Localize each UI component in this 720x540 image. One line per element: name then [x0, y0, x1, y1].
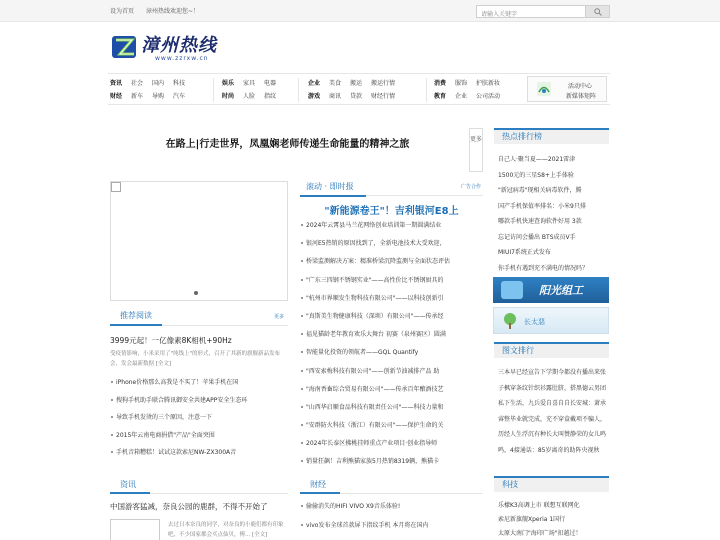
list-item[interactable]: 忘记访问会播出 BTS成员V手 [498, 233, 576, 241]
list-item[interactable]: 1500元的三星S8+上手体验 [498, 171, 574, 179]
nav-group-biz [308, 77, 404, 103]
ad-cooperation-link[interactable]: 广告合作 [460, 184, 481, 190]
slide-indicator-dot[interactable] [194, 291, 198, 295]
tree-icon [500, 312, 520, 330]
nav-item[interactable]: 游戏 [308, 93, 321, 100]
nav-item[interactable]: 科技 [173, 80, 186, 87]
activity-center-text: 活动中心 [568, 83, 593, 90]
scroll-big-title[interactable]: "新能源卷王"！吉利银河E8上 [324, 206, 459, 217]
recommend-title: 推荐阅读 [120, 311, 152, 320]
sunshine-banner-text: 阳光组工 [539, 284, 583, 297]
search-form [476, 5, 610, 18]
list-item[interactable]: 搜狗手机助手联合腾讯御安全共建APP安全生态环 [110, 395, 290, 413]
scroll-news-list [300, 220, 483, 475]
list-item[interactable]: 2024年长泰区拂桃挂师重点产业项目·创业指导师 [300, 438, 483, 456]
news-lead-desc: 去过日本奈良的同学，对奈良的小鹿们都有印象吧，不少国家都会买点仙贝，傅... [全文] [168, 522, 284, 538]
changtai-banner-text: 长太惡 [524, 318, 545, 326]
nav-item[interactable]: 国内 [152, 80, 165, 87]
welcome-text: 漳州热线欢迎您~！ [145, 8, 199, 15]
nav-item[interactable]: 企业 [455, 93, 468, 100]
list-item[interactable]: vivo发布全球首款屏下指纹手机 本月将在国内 [300, 520, 483, 539]
set-homepage-link[interactable]: 设为首页 [110, 8, 135, 15]
slideshow[interactable] [110, 181, 288, 301]
nav-divider [426, 78, 427, 102]
news-lead-title[interactable]: 中国游客猛减，奈良公园的鹿群，不得不开始了 [110, 502, 268, 511]
activity-center-ad[interactable] [527, 76, 607, 102]
recommend-header [110, 308, 288, 324]
list-item[interactable]: 哪款手机快速查询软件好用 3款 [498, 218, 582, 225]
nav-item[interactable]: 财经行情 [371, 93, 396, 100]
nav-item[interactable]: 人脸 [243, 93, 256, 100]
search-icon [594, 8, 602, 16]
nav-item[interactable]: 美食 [329, 80, 342, 87]
nav-item[interactable]: 指纹 [264, 93, 277, 100]
hot-rank-header [494, 128, 609, 144]
finance-header [300, 477, 483, 493]
activity-logo-icon [536, 81, 552, 97]
nav-item[interactable]: 资讯 [110, 80, 123, 87]
nav-item[interactable]: 电器 [264, 80, 277, 87]
top-bar [0, 0, 720, 22]
list-item[interactable]: 索尼新旗舰Xperia 1国行 [498, 516, 566, 523]
headline-more-button[interactable]: 更多 [469, 128, 483, 172]
list-item[interactable]: "西安索梅科技有限公司"——创新节油减排产品 助 [300, 366, 483, 384]
logo-z-icon [111, 33, 139, 61]
party-emblem-icon [501, 281, 523, 299]
nav-item[interactable]: 时尚 [222, 93, 235, 100]
tech-list [498, 500, 610, 540]
list-item[interactable]: "安群防火科技（浙江）有限公司"——保护生命的关 [300, 420, 483, 438]
tab-underline [300, 195, 366, 197]
hot-rank-title: 热点排行榜 [502, 132, 542, 141]
nav-item[interactable]: 搬运行情 [371, 80, 396, 87]
site-logo[interactable] [111, 31, 221, 65]
text-rank-title: 图文排行 [502, 346, 534, 355]
list-item[interactable]: "山西华启顺食品科技有限责任公司"——科技力量和 [300, 402, 483, 420]
list-item[interactable]: "新冠病毒"现相关病毒软件，腾 [498, 187, 582, 194]
list-item[interactable]: 银河E5热销的原因找到了，全新电池技术大受欢迎， [300, 238, 483, 256]
list-item[interactable]: 智能量化投资的领航者——GQL Quantify [300, 347, 483, 365]
list-item[interactable]: 2015年云南电商捐借"产品"全面突围 [110, 430, 290, 448]
nav-group-ent [222, 77, 285, 103]
sunshine-banner[interactable] [493, 277, 609, 303]
nav-item[interactable]: 娱乐 [222, 80, 235, 87]
tab-underline [110, 492, 150, 494]
recommend-lead-desc: 受疫情影响，小米采用了"纯线上"的形式，召开了其新的旗舰新品发布会，发会最新数据 [全文] [110, 351, 281, 367]
list-item[interactable]: 国产手机保值率排名：小米9只排 [498, 202, 586, 210]
logo-chinese-text: 漳州热线 [141, 35, 217, 56]
recommend-lead-title[interactable]: 3999元起！一亿像素8K相机+90Hz [110, 336, 232, 345]
list-item[interactable]: "杭州市界顺发生物科技有限公司"——以科技创新引 [300, 293, 483, 311]
list-item[interactable]: 偷偷消失的HIFI VIVO X9音乐体验! [300, 501, 483, 520]
nav-item[interactable]: 护肤新妆 [476, 80, 501, 87]
nav-item[interactable]: 教育 [434, 93, 447, 100]
nav-item[interactable]: 导购 [152, 93, 165, 100]
scroll-news-header [300, 180, 483, 196]
nav-item[interactable]: 服饰 [455, 80, 468, 87]
search-button[interactable] [586, 5, 610, 18]
broken-image-icon [111, 182, 121, 192]
tab-underline [110, 324, 162, 326]
nav-item[interactable]: 公司活动 [476, 93, 501, 100]
list-item[interactable]: "广东三四钢不锈钢实业"——高性价比不锈钢厨具的 [300, 275, 483, 293]
text-rank-content[interactable]: 三本早已经宣告下学期今都没有播出来张子枫穿条纹针织衫露肚脐，搭黑德云男团私下生活，九兵爱自喜自自长安城：萧承睿整毕业就完成，充不穿盒戴项不骗人，历经人生浮沉有种长大叫赞静荣的女儿鸣鸣，4接通话：85岁离奇的助阵央视秋 [498, 369, 607, 454]
list-item[interactable]: 导致手机发烫的三个原因，注意一下 [110, 412, 290, 430]
nav-item[interactable]: 家具 [243, 80, 256, 87]
news-thumbnail[interactable] [110, 519, 160, 540]
recommend-list [110, 377, 290, 465]
nav-group-news [110, 77, 194, 103]
tab-underline [300, 492, 340, 494]
changtai-banner[interactable] [493, 307, 609, 334]
media-matrix-text: 新媒体矩阵 [566, 93, 597, 100]
logo-url-text: www.zzrxw.cn [155, 55, 209, 62]
nav-group-consume [434, 77, 509, 103]
nav-item[interactable]: 财经 [110, 93, 123, 100]
list-item[interactable]: 销量狂飙！吉利熊猫家族5月热销8319辆，熊猫卡 [300, 456, 483, 474]
tech-section-title: 科技 [502, 480, 518, 489]
nav-item[interactable]: 社会 [131, 80, 144, 87]
nav-item[interactable]: 企业 [308, 80, 321, 87]
news-header [110, 477, 288, 493]
nav-item[interactable]: 搬运 [350, 80, 363, 87]
headline-link[interactable]: 在路上|行走世界，凤凰娴老师传递生命能量的精神之旅 [165, 139, 410, 150]
nav-item[interactable]: 商讯 [329, 93, 342, 100]
list-item[interactable]: 2024年云霄县马兰花网络创业培训第一期圆满结业 [300, 220, 483, 238]
news-section-title: 资讯 [120, 480, 136, 489]
text-rank-header [494, 342, 609, 358]
list-item[interactable]: 手机音箱糟糕！试试这款索尼NW-ZX300A音 [110, 447, 290, 465]
list-item[interactable]: "海南香畜综合贸易有限公司"——传承百年酿酒技艺 [300, 384, 483, 402]
list-item[interactable]: "真斯美生物健康科技（深圳）有限公司"——传承经 [300, 311, 483, 329]
list-item[interactable]: iPhone价格那么高我是不买了！苹果手机在国 [110, 377, 290, 395]
list-item[interactable]: 桥梁监测解决方案：精准桥梁沉降监测与全面状态评估 [300, 256, 483, 274]
nav-divider [213, 78, 214, 102]
nav-item[interactable]: 新车 [131, 93, 144, 100]
finance-section-title: 财经 [310, 480, 326, 489]
list-item[interactable]: 你手机有遇到充不满电的情况吗？ [498, 264, 589, 272]
main-nav [108, 73, 610, 105]
nav-item[interactable]: 汽车 [173, 93, 186, 100]
finance-list [300, 501, 483, 539]
list-item[interactable]: 自己人·聚当夏——2021雷津 [498, 156, 576, 163]
search-input[interactable]: 请输入关键字 [476, 5, 586, 18]
nav-item[interactable]: 贷款 [350, 93, 363, 100]
list-item[interactable]: 福见猫龄老年教育欢乐大舞台 初赛（泉州赛区）圆满 [300, 329, 483, 347]
tech-header [494, 476, 609, 492]
scroll-news-title: 滚动 · 即时报 [306, 182, 354, 191]
hot-rank-list [498, 154, 610, 278]
nav-divider [298, 78, 299, 102]
nav-item[interactable]: 消费 [434, 80, 447, 87]
top-links [110, 6, 209, 15]
list-item[interactable]: 太原大南门"海印广场"扣越过！ [498, 530, 582, 537]
list-item[interactable]: 乐檬K3高调上市 联想互联网化 [498, 502, 580, 509]
list-item[interactable]: MIUI7系统正式发布 [498, 249, 551, 256]
recommend-more-link[interactable]: 更多 [273, 314, 284, 320]
